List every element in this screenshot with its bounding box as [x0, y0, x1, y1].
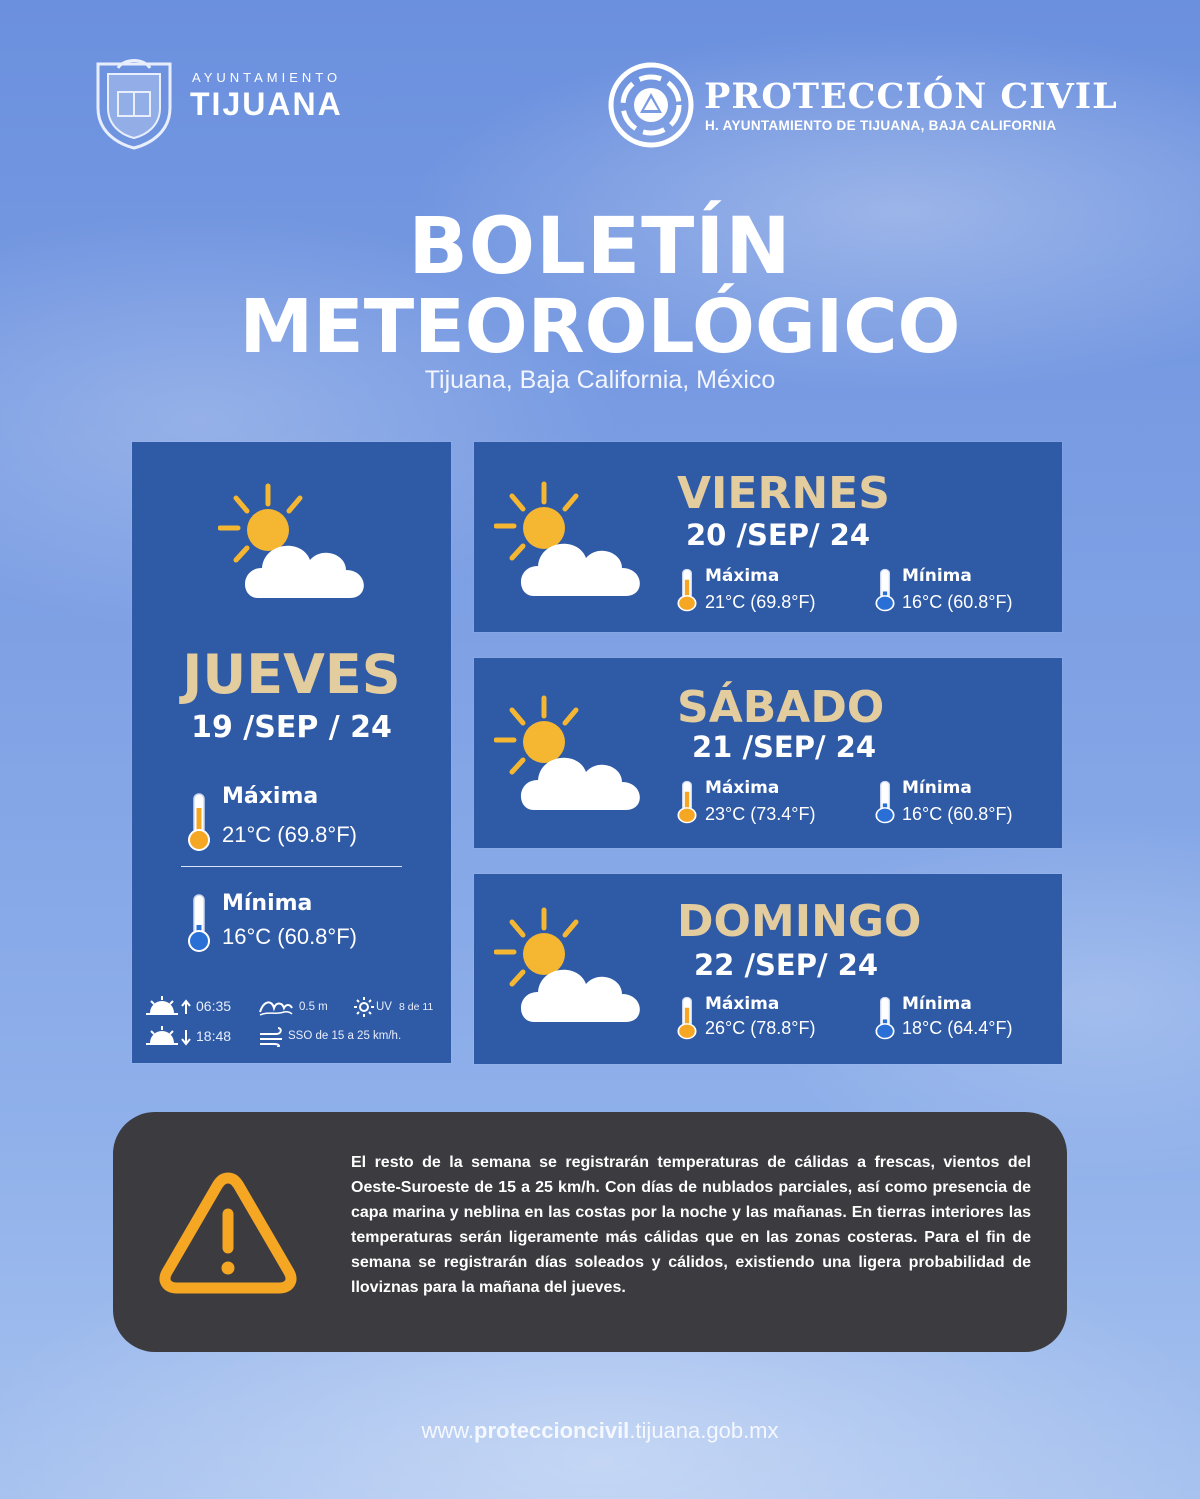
forecast-max-label: Máxima — [705, 994, 780, 1014]
forecast-min-value: 18°C (64.4°F) — [902, 1018, 1013, 1038]
thermometer-max-icon — [674, 996, 700, 1040]
forecast-card-sabado — [474, 658, 1062, 848]
thermometer-min-icon — [872, 568, 898, 612]
sunset-time: 18:48 — [196, 1028, 232, 1044]
proteccion-civil-title: PROTECCIÓN CIVIL — [704, 76, 1118, 117]
forecast-card-viernes — [474, 442, 1062, 632]
forecast-min-label: Mínima — [902, 778, 972, 798]
today-max-label: Máxima — [222, 784, 319, 809]
forecast-date: 22 /SEP/ 24 — [694, 948, 879, 982]
thermometer-min-icon — [872, 996, 898, 1040]
sunset-icon — [146, 1026, 192, 1046]
wave-icon — [258, 996, 294, 1016]
wind-value: SSO de 15 a 25 km/h. — [288, 1030, 402, 1042]
partly-cloudy-icon — [494, 692, 654, 822]
location-subtitle: Tijuana, Baja California, México — [424, 366, 776, 394]
partly-cloudy-icon — [218, 480, 378, 610]
wave-height: 0.5 m — [299, 1001, 328, 1013]
tijuana-shield-icon — [88, 58, 180, 150]
uv-label: UV — [376, 1001, 392, 1013]
thermometer-min-icon — [184, 893, 214, 953]
forecast-min-value: 16°C (60.8°F) — [902, 804, 1013, 824]
divider — [181, 866, 402, 867]
uv-value: 8 de 11 — [399, 1001, 434, 1013]
today-day: JUEVES — [182, 643, 401, 706]
proteccion-civil-subtitle: H. AYUNTAMIENTO DE TIJUANA, BAJA CALIFORNIA — [705, 118, 1057, 133]
today-min-value: 16°C (60.8°F) — [222, 924, 357, 949]
page-title-line2: METEOROLÓGICO — [239, 284, 961, 370]
forecast-max-value: 23°C (73.4°F) — [705, 804, 816, 824]
ayuntamiento-label: AYUNTAMIENTO — [192, 70, 342, 85]
weather-alert-panel — [113, 1112, 1067, 1352]
proteccion-civil-logo — [608, 62, 1128, 152]
thermometer-max-icon — [184, 792, 214, 852]
today-min-label: Mínima — [222, 891, 313, 916]
forecast-date: 21 /SEP/ 24 — [692, 730, 877, 764]
forecast-card-domingo — [474, 874, 1062, 1064]
today-forecast-card — [132, 442, 451, 1063]
wind-icon — [258, 1027, 286, 1047]
sunrise-icon — [146, 996, 192, 1016]
ayuntamiento-tijuana-logo — [88, 58, 378, 150]
forecast-max-value: 21°C (69.8°F) — [705, 592, 816, 612]
forecast-date: 20 /SEP/ 24 — [686, 518, 871, 552]
forecast-max-label: Máxima — [705, 778, 780, 798]
forecast-min-label: Mínima — [902, 566, 972, 586]
partly-cloudy-icon — [494, 904, 654, 1034]
uv-sun-icon — [354, 997, 374, 1017]
proteccion-civil-emblem-icon — [608, 62, 694, 148]
forecast-day: DOMINGO — [677, 896, 922, 947]
website-link[interactable] — [0, 1418, 1200, 1444]
thermometer-max-icon — [674, 568, 700, 612]
forecast-max-value: 26°C (78.8°F) — [705, 1018, 816, 1038]
page-title-line1: BOLETÍN — [408, 202, 792, 292]
sunrise-time: 06:35 — [196, 998, 232, 1014]
alert-text: El resto de la semana se registrarán temperaturas de cálidas a frescas, vientos del Oeste-Suroeste de 15 a 25 km/h. Con días de nublados parciales, así como presencia de capa marina y neblina en las costas por la noche y las mañanas. En tierras interiores las temperaturas serán ligeramente más cálidas que en las zonas costeras. Para el fin de semana se registrarán días soleados y cálidos, existiendo una ligera probabilidad de lloviznas para la mañana del jueves. — [351, 1154, 1031, 1296]
tijuana-label: TIJUANA — [190, 86, 343, 122]
partly-cloudy-icon — [494, 478, 654, 608]
website-prefix: www. — [421, 1418, 475, 1443]
forecast-min-label: Mínima — [902, 994, 972, 1014]
thermometer-max-icon — [674, 780, 700, 824]
forecast-day: SÁBADO — [677, 682, 885, 733]
forecast-max-label: Máxima — [705, 566, 780, 586]
forecast-day: VIERNES — [677, 468, 890, 519]
forecast-min-value: 16°C (60.8°F) — [902, 592, 1013, 612]
website-domain-bold: proteccioncivil — [474, 1418, 630, 1443]
today-date: 19 /SEP / 24 — [191, 710, 392, 745]
today-max-value: 21°C (69.8°F) — [222, 822, 357, 847]
thermometer-min-icon — [872, 780, 898, 824]
warning-triangle-icon — [157, 1168, 299, 1296]
website-suffix: .tijuana.gob.mx — [629, 1418, 779, 1443]
